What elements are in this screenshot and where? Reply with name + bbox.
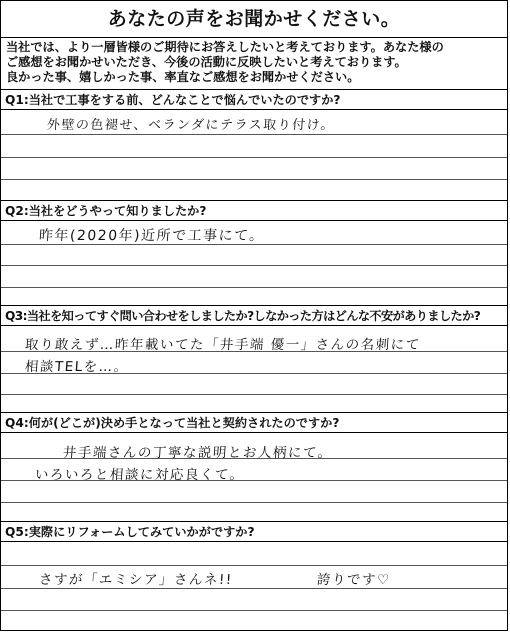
- question-label-2: Q2:当社をどうやって知りましたか?: [5, 204, 207, 218]
- intro-line: 当社では、より一層皆様のご期待にお答えしたいと考えております。あなた様の: [6, 40, 444, 54]
- answer-4-line-1: 井手端さんの丁寧な説明とお人柄にて。: [62, 445, 334, 461]
- answer-5-line-1: さすが「エミシア」さんネ!!: [38, 572, 234, 588]
- question-section-2: [1, 200, 507, 305]
- question-section-3: [1, 305, 507, 412]
- page-title: あなたの声をお聞かせください。: [1, 1, 507, 38]
- answer-2-line-1: 昨年(2020年)近所で工事にて。: [38, 228, 266, 244]
- question-section-4: [1, 412, 507, 521]
- question-label-5: Q5:実際にリフォームしてみていかがですか?: [5, 525, 255, 539]
- question-label-3: Q3:当社を知ってすぐ問い合わせをしましたか?しなかった方はどんな不安がありましたか?: [5, 309, 481, 323]
- question-label-4: Q4:何が(どこが)決め手となって当社と契約されたのですか?: [5, 416, 340, 430]
- answer-4-line-2: いろいろと相談に対応良くて。: [34, 467, 246, 483]
- answer-3-line-1: 取り敢えず…昨年載いてた「井手端 優一」さんの名刺にて: [24, 337, 422, 353]
- question-section-1: [1, 89, 507, 200]
- answer-3-line-2: 相談TELを…。: [24, 359, 130, 375]
- intro-line: 良かった事、嬉しかった事、率直なご感想をお聞かせください。: [6, 70, 360, 85]
- question-section-5: [1, 521, 507, 632]
- question-label-1: Q1:当社で工事をする前、どんなことで悩んでいたのですか?: [5, 93, 341, 107]
- answer-5-line-2: 誇りです♡: [316, 572, 392, 588]
- intro-text: [6, 40, 502, 86]
- intro-line: ご感想をお聞かせいただき、今後の活動に反映したいと考えております。: [6, 55, 407, 70]
- answer-1-line-1: 外壁の色褪せ、ベランダにテラス取り付け。: [46, 118, 336, 133]
